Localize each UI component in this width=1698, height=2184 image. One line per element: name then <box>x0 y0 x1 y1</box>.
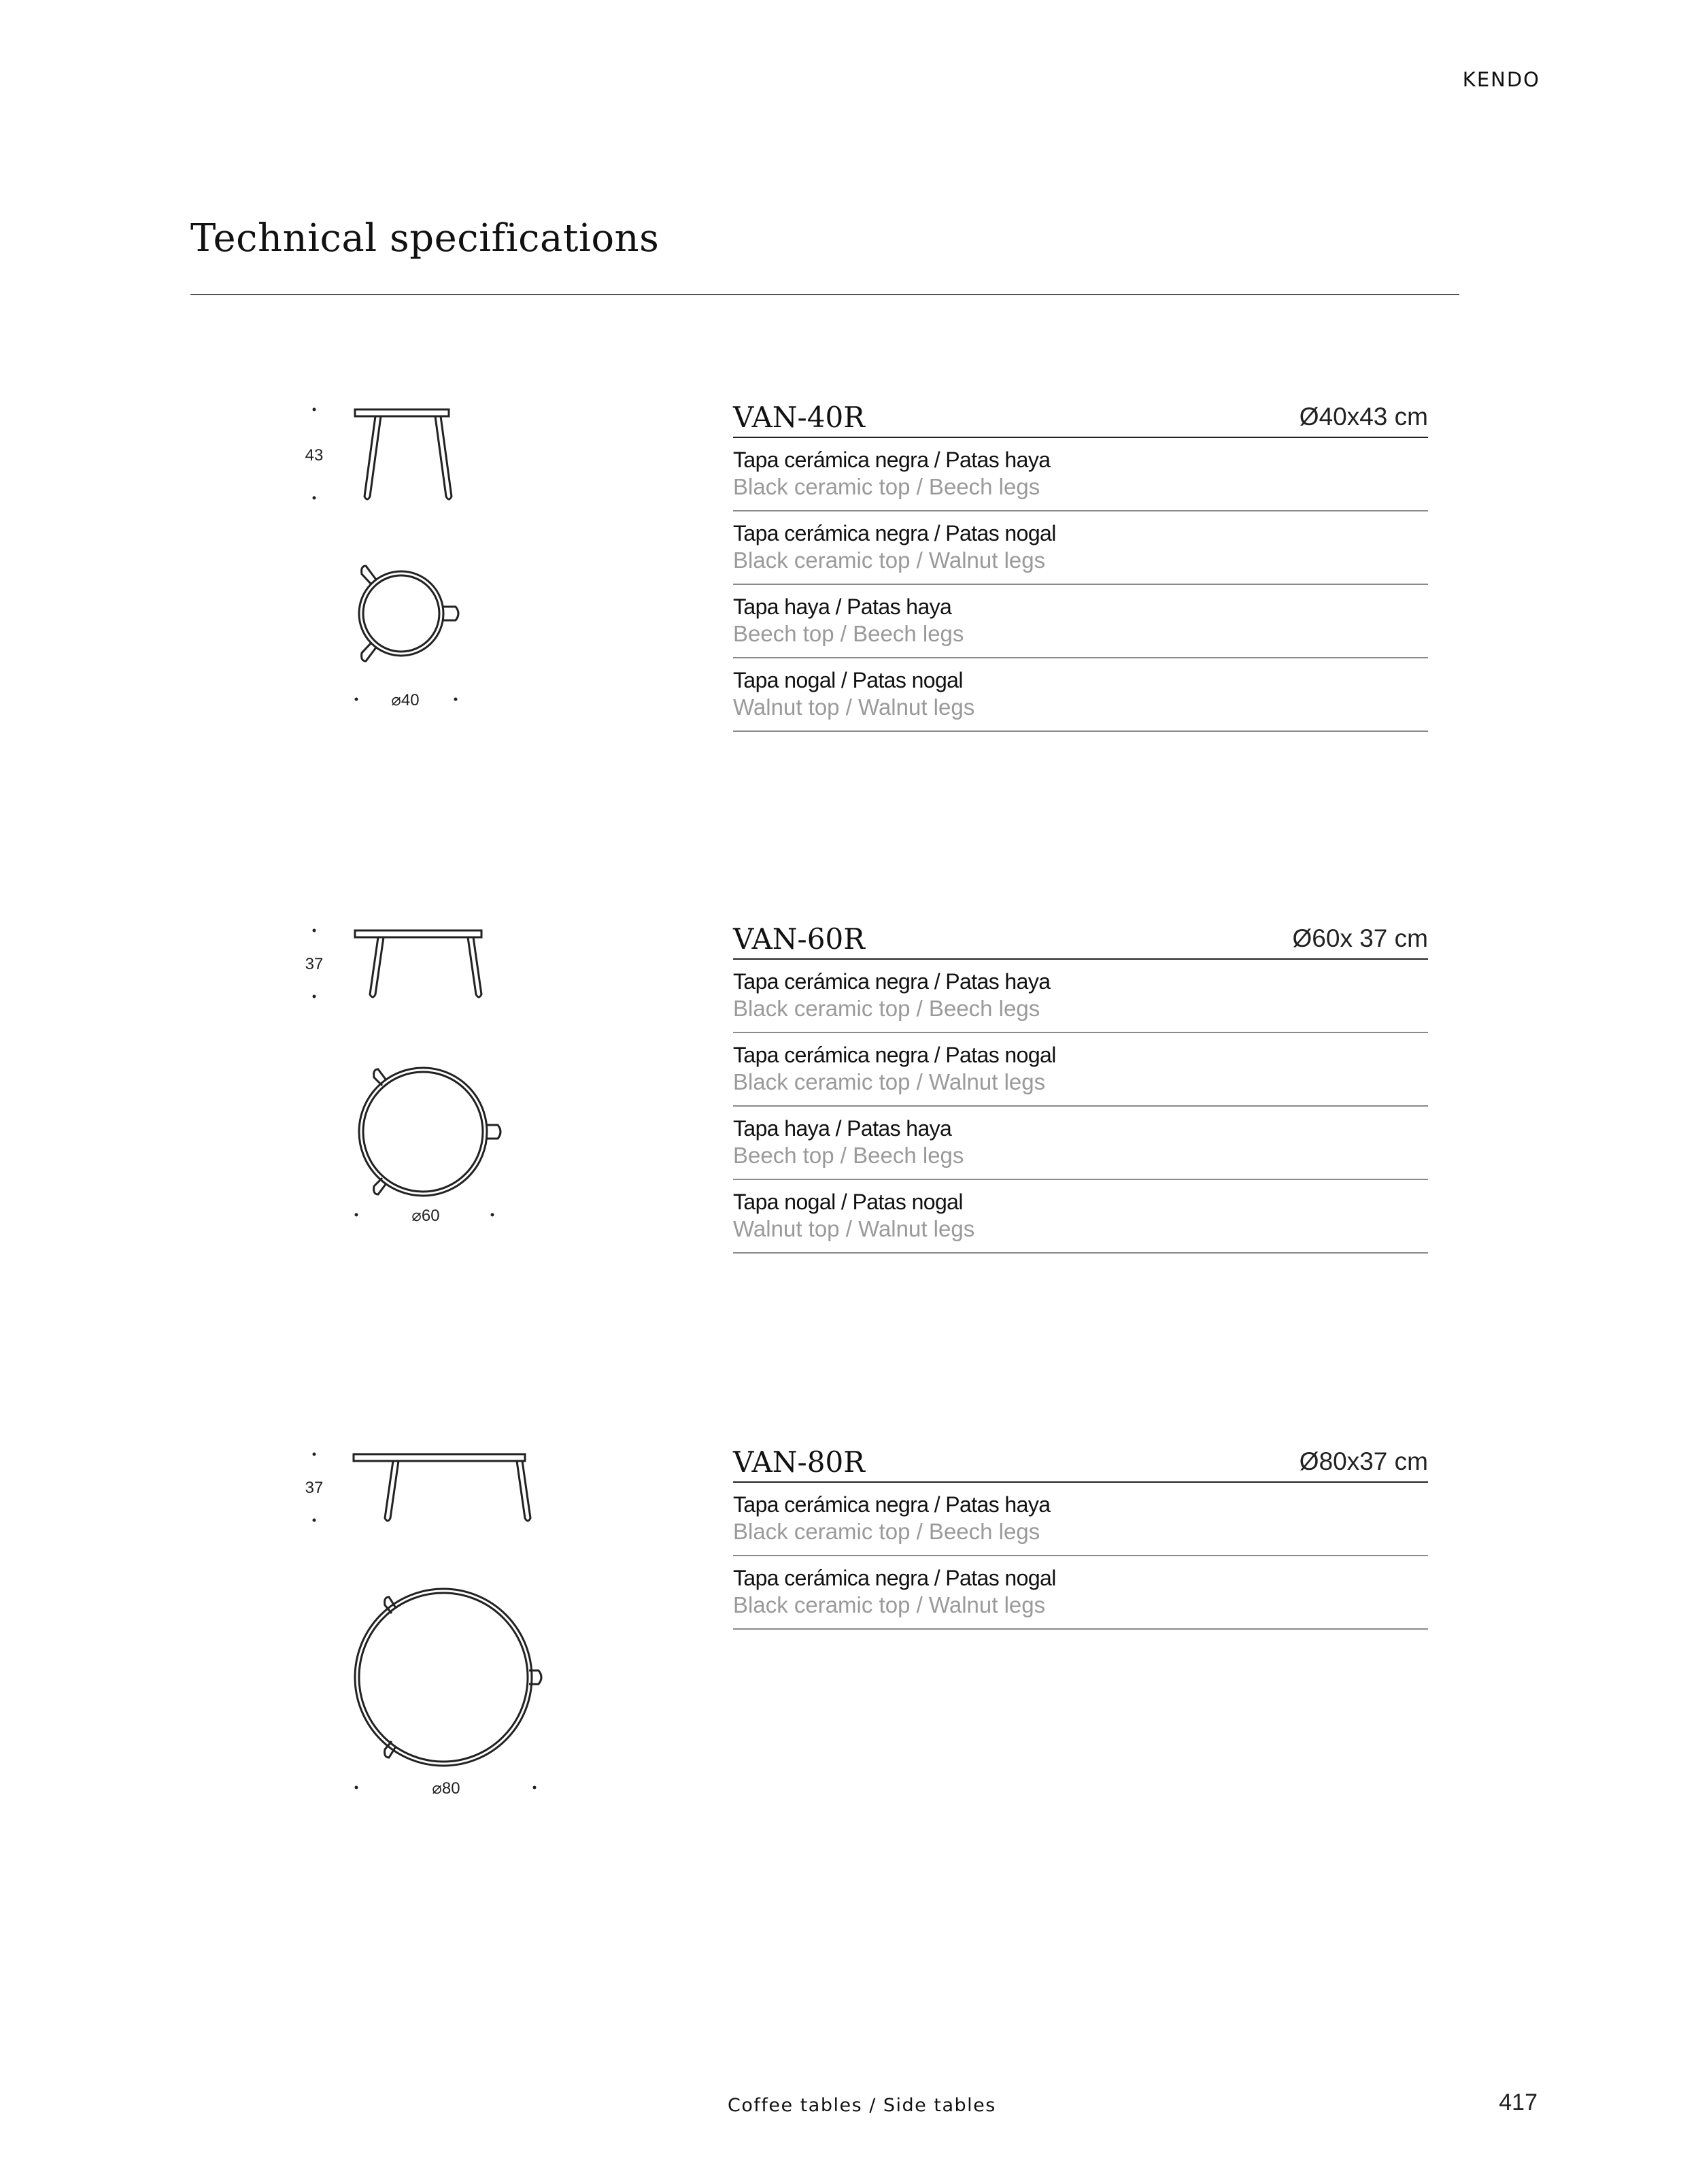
spec-table <box>733 401 1428 732</box>
variant-row <box>733 1483 1428 1556</box>
side-view <box>355 930 481 997</box>
height-label: 43 <box>305 446 324 465</box>
dimension-tick <box>313 995 316 998</box>
variant-es: Tapa cerámica negra / Patas nogal <box>733 1043 1056 1067</box>
side-view <box>355 409 452 499</box>
variant-en: Black ceramic top / Beech legs <box>733 1519 1040 1544</box>
variant-en: Walnut top / Walnut legs <box>733 694 975 720</box>
variant-es: Tapa cerámica negra / Patas nogal <box>733 1566 1056 1590</box>
diameter-label: ⌀60 <box>411 1207 440 1225</box>
dimension-tick <box>355 1786 358 1790</box>
height-label: 37 <box>305 1479 324 1497</box>
variant-row <box>733 511 1428 585</box>
top-view <box>359 1068 500 1196</box>
spec-header <box>733 1446 1428 1483</box>
variant-es: Tapa nogal / Patas nogal <box>733 1190 963 1214</box>
brand-logo: KENDO <box>1462 68 1540 91</box>
model-code: VAN-40R <box>733 401 865 434</box>
variant-es: Tapa cerámica negra / Patas haya <box>733 448 1051 472</box>
dimensions: Ø60x 37 cm <box>1292 924 1428 952</box>
page-number: 417 <box>1499 2089 1538 2115</box>
top-view <box>359 566 458 661</box>
variant-en: Black ceramic top / Walnut legs <box>733 1592 1046 1617</box>
model-code: VAN-60R <box>733 922 865 956</box>
variant-es: Tapa haya / Patas haya <box>733 1116 952 1141</box>
diameter-label: ⌀80 <box>432 1779 460 1798</box>
dimension-tick <box>454 698 458 701</box>
variant-es: Tapa nogal / Patas nogal <box>733 668 963 692</box>
page-title: Technical specifications <box>190 216 660 261</box>
dimension-tick <box>313 929 316 933</box>
spec-header <box>733 401 1428 438</box>
variant-en: Black ceramic top / Beech legs <box>733 474 1040 499</box>
dimensions: Ø40x43 cm <box>1299 403 1428 431</box>
variant-row <box>733 960 1428 1033</box>
variant-en: Black ceramic top / Walnut legs <box>733 1069 1046 1094</box>
variant-row <box>733 1107 1428 1180</box>
dimension-tick <box>533 1786 537 1790</box>
variant-en: Beech top / Beech legs <box>733 1143 964 1168</box>
side-view <box>354 1454 530 1521</box>
top-view <box>355 1589 541 1766</box>
variant-en: Walnut top / Walnut legs <box>733 1216 975 1241</box>
model-code: VAN-80R <box>733 1445 865 1479</box>
variant-es: Tapa haya / Patas haya <box>733 594 952 619</box>
variant-row <box>733 438 1428 511</box>
dimension-tick <box>355 1213 358 1217</box>
spec-header <box>733 923 1428 960</box>
dimension-tick <box>491 1213 494 1217</box>
variant-es: Tapa cerámica negra / Patas haya <box>733 1492 1051 1517</box>
dimension-tick <box>313 1453 316 1456</box>
variant-en: Black ceramic top / Beech legs <box>733 996 1040 1021</box>
variant-row <box>733 658 1428 732</box>
dimension-tick <box>355 698 358 701</box>
height-label: 37 <box>305 955 324 973</box>
dimensions: Ø80x37 cm <box>1299 1447 1428 1475</box>
variant-row <box>733 1556 1428 1630</box>
dimension-tick <box>313 1519 316 1522</box>
variant-es: Tapa cerámica negra / Patas haya <box>733 969 1051 994</box>
variant-row <box>733 1033 1428 1107</box>
spec-table <box>733 923 1428 1254</box>
footer-section-label: Coffee tables / Side tables <box>728 2095 996 2116</box>
variant-row <box>733 585 1428 658</box>
dimension-tick <box>313 408 316 411</box>
spec-table <box>733 1446 1428 1630</box>
variant-en: Beech top / Beech legs <box>733 621 964 646</box>
dimension-tick <box>313 497 316 500</box>
variant-row <box>733 1180 1428 1254</box>
diameter-label: ⌀40 <box>391 691 420 709</box>
variant-en: Black ceramic top / Walnut legs <box>733 548 1046 573</box>
variant-es: Tapa cerámica negra / Patas nogal <box>733 521 1056 545</box>
